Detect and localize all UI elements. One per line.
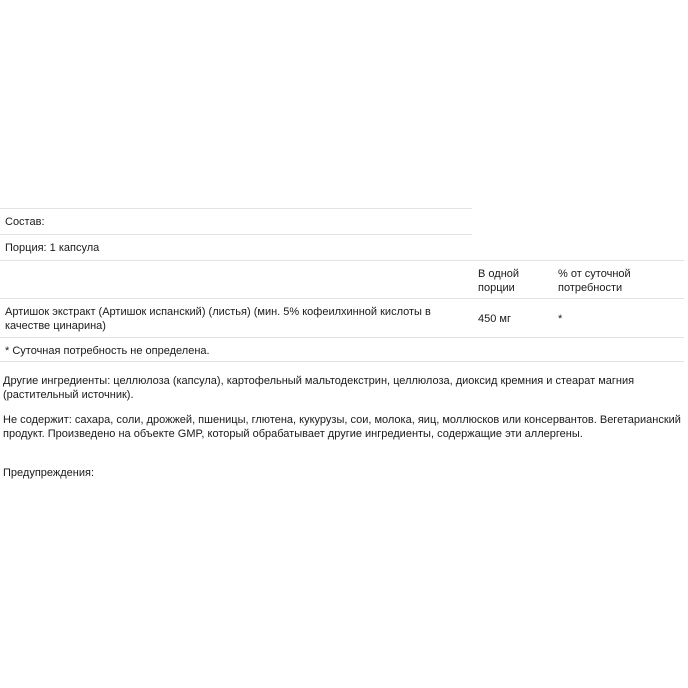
table-footnote-row <box>0 337 684 362</box>
ingredient-amount: 450 мг <box>478 313 511 325</box>
other-ingredients: Другие ингредиенты: целлюлоза (капсула), картофельный мальтодекстрин, целлюлоза, диоксид кремния и стеарат магния (растительный источник). <box>3 375 635 401</box>
amount-column-header: В одной порции <box>478 268 520 294</box>
daily-value-column-header: % от суточной потребности <box>558 268 631 294</box>
ingredient-daily-value: * <box>558 313 563 325</box>
serving-row <box>0 234 472 260</box>
serving-size: Порция: 1 капсула <box>5 242 100 254</box>
table-header <box>0 260 684 298</box>
composition-label: Состав: <box>5 216 45 228</box>
table-row <box>0 298 684 337</box>
ingredient-name: Артишок экстракт (Артишок испанский) (листья) (мин. 5% кофеилхинной кислоты в качестве цинарина) <box>5 306 431 332</box>
supplement-facts <box>0 208 688 362</box>
table-footnote: * Суточная потребность не определена. <box>5 345 210 357</box>
composition-row <box>0 208 472 234</box>
free-of-statement: Не содержит: сахара, соли, дрожжей, пшеницы, глютена, кукурузы, сои, молока, яиц, моллюсков или консервантов. Вегетарианский продукт. Произведено на объекте GMP, который обрабатывает другие ингредиенты, содержащие эти аллергены. <box>3 414 681 440</box>
warnings-label: Предупреждения: <box>3 467 95 479</box>
